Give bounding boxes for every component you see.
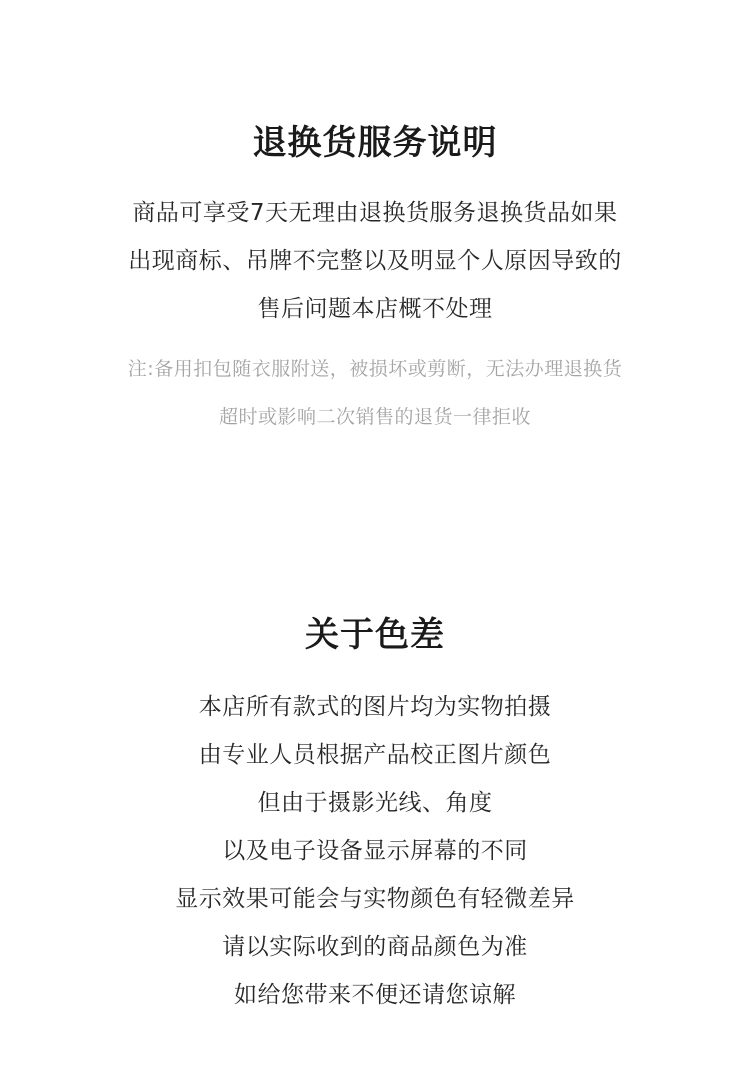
color-difference-line: 由专业人员根据产品校正图片颜色 [198,742,552,768]
return-policy-body [0,189,750,333]
color-difference-body [0,683,750,1019]
color-difference-line: 以及电子设备显示屏幕的不同 [222,838,528,864]
return-policy-section [0,118,750,441]
color-difference-line: 如给您带来不便还请您谅解 [234,982,516,1008]
color-difference-section [0,610,750,1019]
color-difference-line: 显示效果可能会与实物颜色有轻微差异 [175,886,575,912]
return-policy-notes [0,345,750,441]
return-policy-line: 商品可享受7天无理由退换货服务退换货品如果 [132,200,618,226]
return-policy-title: 退换货服务说明 [252,123,498,163]
color-difference-title: 关于色差 [305,615,445,655]
color-difference-line: 请以实际收到的商品颜色为准 [222,934,528,960]
color-difference-line: 本店所有款式的图片均为实物拍摄 [198,694,552,720]
color-difference-line: 但由于摄影光线、角度 [257,790,493,816]
return-policy-line: 出现商标、吊牌不完整以及明显个人原因导致的 [128,248,622,274]
return-policy-note: 超时或影响二次销售的退货一律拒收 [218,406,531,428]
return-policy-line: 售后问题本店概不处理 [257,296,493,322]
return-policy-note: 注:备用扣包随衣服附送，被损坏或剪断，无法办理退换货 [127,358,623,380]
